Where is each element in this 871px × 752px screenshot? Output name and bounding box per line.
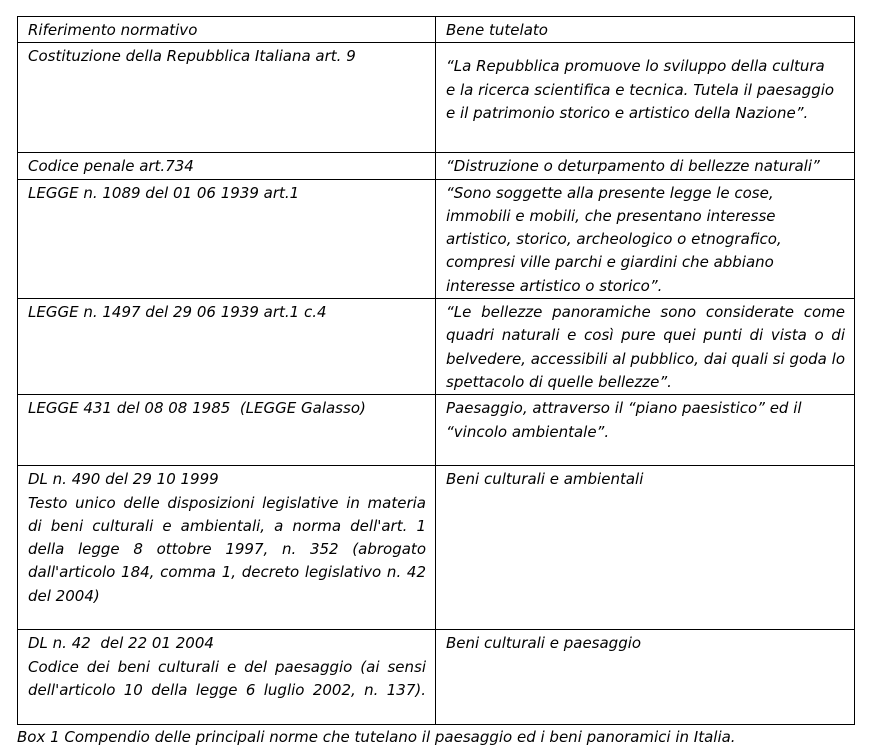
reference-line: Testo unico delle disposizioni legislative in materia <box>28 493 426 512</box>
reference-cell <box>18 43 436 153</box>
reference-line: DL n. 42 del 22 01 2004 <box>28 634 214 653</box>
reference-line: LEGGE 431 del 08 08 1985 (LEGGE Galasso) <box>28 399 366 418</box>
protected-line: “Le bellezze panoramiche sono considerate come <box>446 303 845 322</box>
protected-line: e la ricerca scientifica e tecnica. Tutela il paesaggio <box>446 80 835 99</box>
protected-cell <box>436 630 855 725</box>
protected-cell <box>436 395 855 466</box>
reference-cell <box>18 179 436 298</box>
reference-cell <box>18 299 436 395</box>
protected-line: Beni culturali e ambientali <box>446 470 644 489</box>
norms-table <box>17 16 855 725</box>
table-row <box>18 299 855 395</box>
protected-line: “vincolo ambientale”. <box>446 422 610 441</box>
protected-line: “La Repubblica promuove lo sviluppo della cultura <box>446 57 825 76</box>
reference-line: dell'articolo 10 della legge 6 luglio 2002, n. 137). <box>28 680 426 699</box>
reference-line: DL n. 490 del 29 10 1999 <box>28 470 219 489</box>
protected-line: quadri naturali e così pure quei punti di vista o di <box>446 326 845 345</box>
reference-line: dall'articolo 184, comma 1, decreto legislativo n. 42 <box>28 563 426 582</box>
reference-cell <box>18 153 436 179</box>
protected-line: Beni culturali e paesaggio <box>446 634 642 653</box>
protected-cell <box>436 153 855 179</box>
protected-cell <box>436 466 855 630</box>
reference-line: LEGGE n. 1089 del 01 06 1939 art.1 <box>28 183 300 202</box>
protected-line: “Sono soggette alla presente legge le cose, <box>446 183 774 202</box>
protected-line: Paesaggio, attraverso il “piano paesistico” ed il <box>446 399 802 418</box>
reference-line: di beni culturali e ambientali, a norma dell'art. 1 <box>28 516 426 535</box>
reference-line: Codice penale art.734 <box>28 157 194 176</box>
table-row <box>18 43 855 153</box>
protected-line: spettacolo di quelle bellezze”. <box>446 372 672 391</box>
reference-line: Costituzione della Repubblica Italiana art. 9 <box>28 47 356 66</box>
header-reference <box>18 17 436 43</box>
table-row <box>18 179 855 298</box>
table-header-row <box>18 17 855 43</box>
reference-cell <box>18 395 436 466</box>
cell-spacer <box>446 45 845 55</box>
table-caption: Box 1 Compendio delle principali norme che tutelano il paesaggio ed i beni panoramici in Italia. <box>17 728 736 747</box>
document <box>17 16 854 746</box>
reference-line: del 2004) <box>28 586 100 605</box>
table-row <box>18 466 855 630</box>
protected-line: artistico, storico, archeologico o etnografico, <box>446 230 782 249</box>
protected-line: “Distruzione o deturpamento di bellezze naturali” <box>446 157 820 176</box>
reference-line: LEGGE n. 1497 del 29 06 1939 art.1 c.4 <box>28 303 327 322</box>
protected-line: interesse artistico o storico”. <box>446 276 663 295</box>
table-row <box>18 630 855 725</box>
header-protected <box>436 17 855 43</box>
protected-line: e il patrimonio storico e artistico della Nazione”. <box>446 103 809 122</box>
reference-cell <box>18 466 436 630</box>
protected-cell <box>436 179 855 298</box>
table-row <box>18 395 855 466</box>
reference-line: Codice dei beni culturali e del paesaggio (ai sensi <box>28 657 426 676</box>
protected-cell <box>436 299 855 395</box>
reference-line: della legge 8 ottobre 1997, n. 352 (abrogato <box>28 540 426 559</box>
protected-cell <box>436 43 855 153</box>
protected-line: belvedere, accessibili al pubblico, dai quali si goda lo <box>446 349 845 368</box>
table-row <box>18 153 855 179</box>
protected-line: immobili e mobili, che presentano interesse <box>446 206 776 225</box>
header-cell-text: Riferimento normativo <box>28 21 198 39</box>
header-cell-text: Bene tutelato <box>446 21 548 39</box>
reference-cell <box>18 630 436 725</box>
protected-line: compresi ville parchi e giardini che abbiano <box>446 253 774 272</box>
